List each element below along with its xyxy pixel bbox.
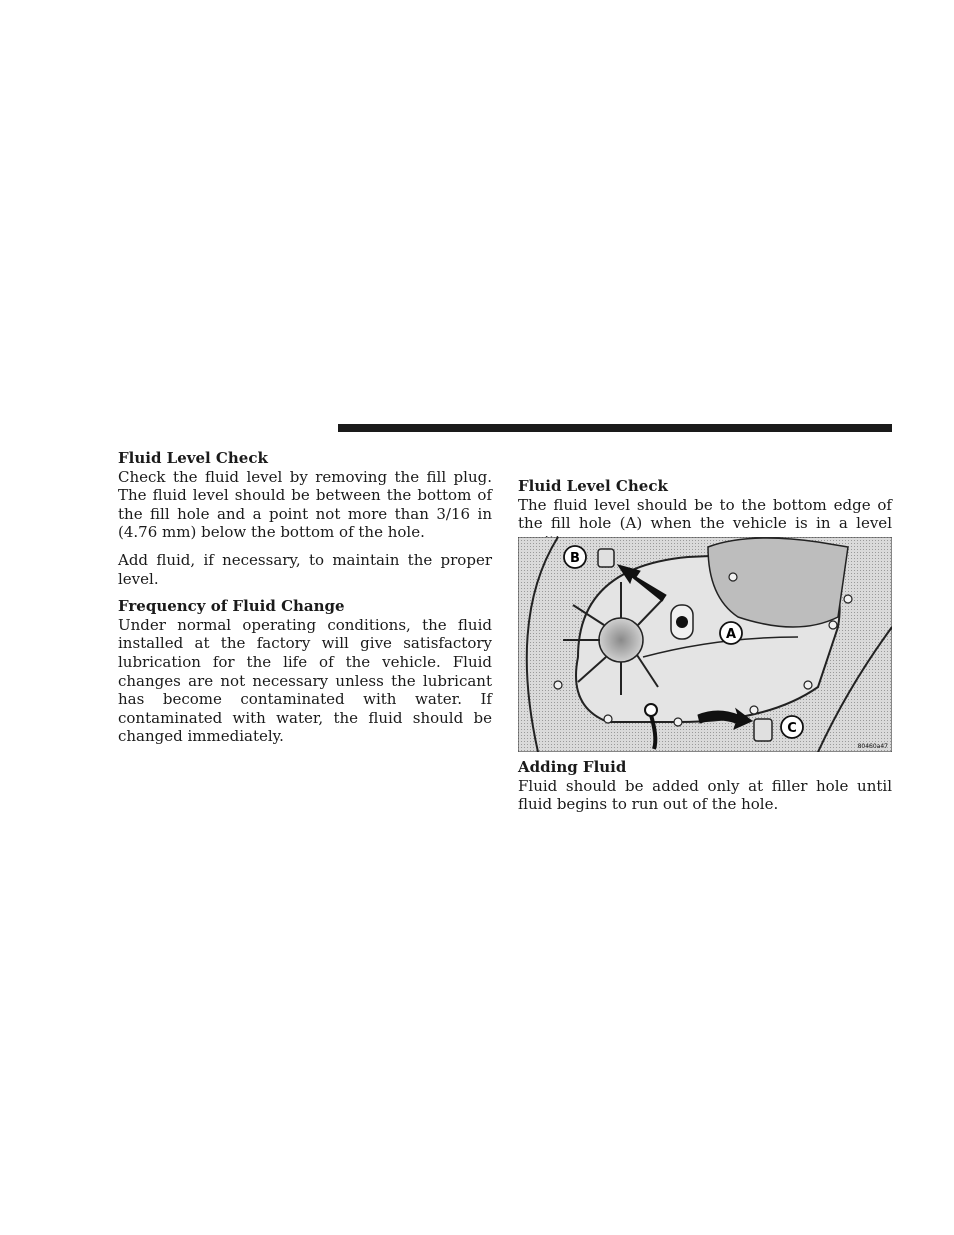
right-column-lower (518, 758, 892, 823)
fill-plug-b (598, 549, 614, 567)
adding-fluid-heading: Adding Fluid (518, 758, 627, 776)
adding-fluid-text: Fluid should be added only at filler hole until fluid begins to run out of the hole. (518, 776, 892, 814)
fill-hole-opening (676, 616, 688, 628)
fluid-level-check-text: Check the fluid level by removing the fill plug. The fluid level should be between the bottom of the fill hole and a point not more than 3/16 in (4.76 mm) below the bottom of the hole. (118, 467, 492, 542)
frequency-heading: Frequency of Fluid Change (118, 597, 345, 616)
fluid-level-check-heading-right: Fluid Level Check (518, 477, 668, 495)
add-fluid-text: Add fluid, if necessary, to maintain the proper level. (118, 550, 492, 588)
axle-illustration (518, 537, 892, 752)
left-column (118, 449, 492, 755)
figure-code: 80460a47 (857, 743, 888, 750)
drain-plug-c (754, 719, 772, 741)
fluid-level-check-text-right: The fluid level should be to the bottom edge of the fill hole (A) when the vehicle is in a level (518, 495, 892, 533)
fluid-level-check-heading: Fluid Level Check (118, 449, 268, 467)
callout-a-label: A (725, 627, 737, 642)
frequency-text: Under normal operating conditions, the fluid installed at the factory will give satisfactory lubrication for the life of the vehicle. Fluid changes are not necessary unless the lubricant has become contaminated with water. If contaminated with water, the fluid should be changed immediately. (118, 615, 492, 746)
callout-c-label: C (787, 721, 797, 736)
axle-illustration-svg (518, 537, 892, 752)
section-header-rule (338, 424, 892, 432)
callout-b-label: B (570, 551, 580, 566)
